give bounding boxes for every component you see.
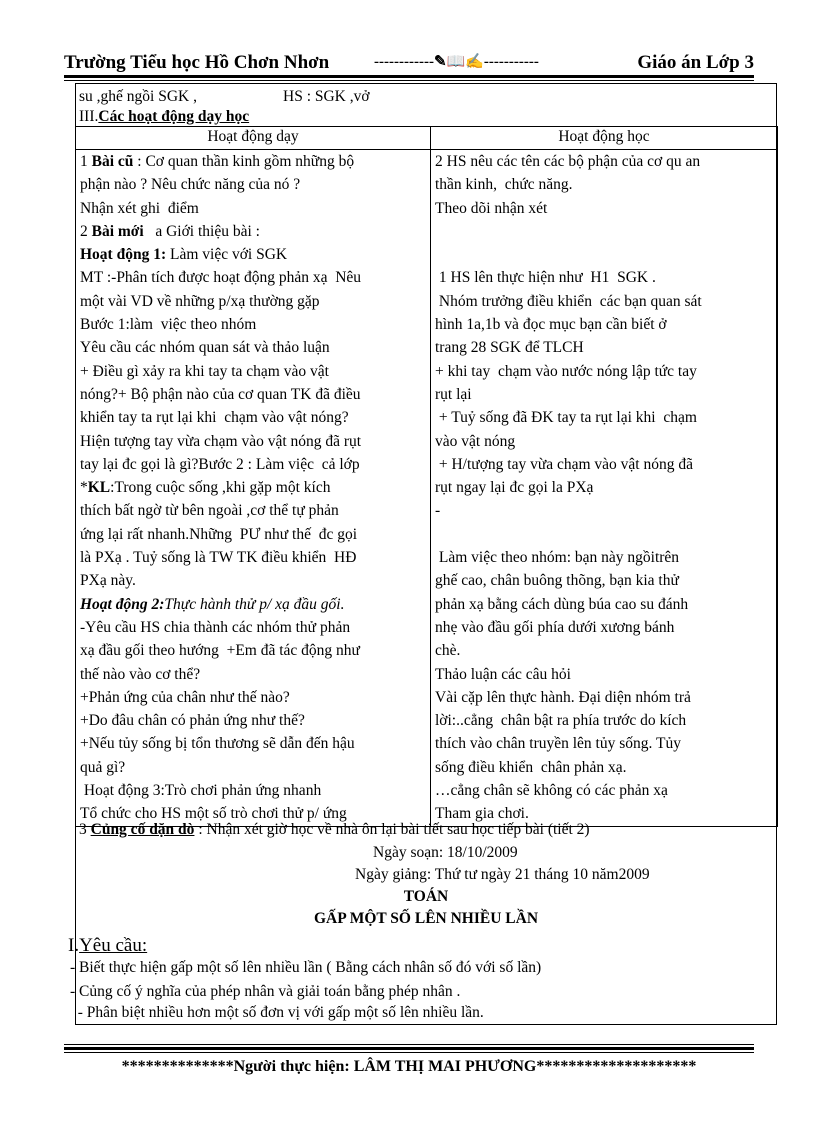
line-text: trang 28 SGK để TLCH xyxy=(435,339,584,357)
line-text: MT :-Phân tích được hoạt động phản xạ Nêu xyxy=(80,269,362,287)
teacher-activity-line xyxy=(80,266,426,289)
consolidation-title: Củng cố dặn dò xyxy=(90,821,195,838)
line-text: thích bất ngờ từ bên ngoài ,cơ thể tự phản xyxy=(80,502,339,520)
teacher-activity-line xyxy=(80,732,426,755)
line-text: một vài VD về những p/xạ thường gặp xyxy=(80,292,320,310)
teacher-activity-line xyxy=(80,406,426,429)
student-activity-line xyxy=(435,150,773,173)
requirement-item: - Biết thực hiện gấp một số lên nhiều lần ( Bằng cách nhân số đó với số lần) xyxy=(70,959,542,976)
line-text: +Nếu tủy sống bị tổn thương sẽ dẫn đến hậu xyxy=(80,735,355,753)
line-text: +Phản ứng của chân như thế nào? xyxy=(80,688,290,706)
line-text: :Trong cuộc sống ,khi gặp một kích xyxy=(110,479,331,497)
line-text: nóng?+ Bộ phận nào của cơ quan TK đã điều xyxy=(80,385,361,403)
date-taught: Ngày giảng: Thứ tư ngày 21 tháng 10 năm2009 xyxy=(355,866,650,883)
student-activity-line xyxy=(435,290,773,313)
teacher-activity-line xyxy=(80,243,426,266)
student-activity-line xyxy=(435,266,773,289)
teacher-activity-line xyxy=(80,150,426,173)
line-text: Thực hành thử p/ xạ đầu gối. xyxy=(164,595,345,613)
plan-title: Giáo án Lớp 3 xyxy=(637,52,754,73)
line-text: Tổ chức cho HS một số trò chơi thử p/ ứng xyxy=(80,805,347,823)
materials-teacher: su ,ghế ngồi SGK , xyxy=(79,88,197,105)
line-text: 1 xyxy=(80,153,92,170)
line-text: +Do đâu chân có phản ứng như thế? xyxy=(80,712,305,730)
student-activity-line xyxy=(435,686,773,709)
student-activity-line xyxy=(435,616,773,639)
line-text: Hoạt động 3:Trò chơi phản ứng nhanh xyxy=(80,782,322,800)
student-activity-line xyxy=(435,430,773,453)
student-activity-line xyxy=(435,546,773,569)
line-text: + Điều gì xảy ra khi tay ta chạm vào vật xyxy=(80,362,329,380)
header-ornament: ------------✎📖✍----------- xyxy=(374,54,539,70)
line-text: phận nào ? Nêu chức năng của nó ? xyxy=(80,176,301,194)
teacher-activity-line xyxy=(80,709,426,732)
line-text: -Yêu cầu HS chia thành các nhóm thử phản xyxy=(80,618,351,636)
line-text: + khi tay chạm vào nước nóng lập tức tay xyxy=(435,362,697,380)
student-activity-line xyxy=(435,197,773,220)
student-activity-line xyxy=(435,243,773,266)
activity-table xyxy=(75,126,778,827)
consolidation-number: 3 xyxy=(79,821,87,838)
teacher-activity-line xyxy=(80,569,426,592)
student-activity-line xyxy=(435,779,773,802)
line-text: Hiện tượng tay vừa chạm vào vật nóng đã rụt xyxy=(80,432,362,450)
line-text: ghế cao, chân buông thõng, bạn kia thử xyxy=(435,572,679,590)
line-text: PXạ này. xyxy=(80,572,136,590)
teacher-activity-line xyxy=(80,313,426,336)
bold-term: Bài cũ xyxy=(91,153,134,170)
teacher-activity-line xyxy=(80,453,426,476)
school-name: Trường Tiểu học Hồ Chơn Nhơn xyxy=(64,52,330,73)
student-activity-line xyxy=(435,360,773,383)
bold-term: Bài mới xyxy=(91,222,144,240)
requirements-heading xyxy=(68,934,147,958)
line-text: tay lại đc gọi là gì?Bước 2 : Làm việc cả lớp xyxy=(80,455,360,473)
line-text: khiển tay ta rụt lại khi chạm vào vật nóng? xyxy=(80,409,349,427)
line-text: Tham gia chơi. xyxy=(435,805,529,823)
table-row xyxy=(76,150,778,827)
line-text: 2 xyxy=(80,222,92,240)
student-activity-line xyxy=(435,663,773,686)
line-text: + H/tượng tay vừa chạm vào vật nóng đã xyxy=(435,455,693,473)
student-activity-line xyxy=(435,173,773,196)
teacher-activity-line xyxy=(80,383,426,406)
student-activity-line xyxy=(435,569,773,592)
teacher-activity-line xyxy=(80,523,426,546)
header-rule-thin xyxy=(64,80,754,81)
student-activity-line xyxy=(435,756,773,779)
line-text: thích vào chân truyền lên tủy sống. Tủy xyxy=(435,735,681,753)
line-text: Vài cặp lên thực hành. Đại diện nhóm trả xyxy=(435,688,691,706)
student-activity-line xyxy=(435,523,773,546)
line-text: ứng lại rất nhanh.Những PƯ như thế đc gọi xyxy=(80,525,358,543)
line-text: Làm việc theo nhóm: bạn này ngồitrên xyxy=(435,549,680,567)
footer-rule-thick xyxy=(64,1047,754,1050)
teacher-activity-line xyxy=(80,360,426,383)
teacher-activity-line xyxy=(80,430,426,453)
student-activity-line xyxy=(435,499,773,522)
teacher-activity-line xyxy=(80,593,426,616)
line-text: lời:..cẳng chân bật ra phía trước do kích xyxy=(435,712,687,730)
teacher-activity-line xyxy=(80,476,426,499)
requirements-title: Yêu cầu: xyxy=(79,935,148,956)
line-text: xạ đầu gối theo hướng +Em đã tác động như xyxy=(80,642,360,660)
consolidation-text: : Nhận xét giờ học về nhà ôn lại bài tiết sau học tiếp bài (tiết 2) xyxy=(194,821,590,838)
line-text: Làm việc với SGK xyxy=(166,246,288,264)
page-header xyxy=(64,52,754,76)
footer-rule-thin xyxy=(64,1044,754,1045)
date-prepared: Ngày soạn: 18/10/2009 xyxy=(373,844,518,861)
line-text: phản xạ bằng cách dùng búa cao su đánh xyxy=(435,595,689,613)
section-number: III. xyxy=(79,108,99,125)
line-text: quả gì? xyxy=(80,758,126,776)
line-text: rụt ngay lại đc gọi la PXạ xyxy=(435,479,594,497)
teacher-activity-line xyxy=(80,197,426,220)
student-activity-line xyxy=(435,383,773,406)
line-text: rụt lại xyxy=(435,385,472,403)
requirement-item: - Củng cố ý nghĩa của phép nhân và giải toán bằng phép nhân . xyxy=(70,983,461,1000)
header-teacher-activity: Hoạt động dạy xyxy=(76,127,431,150)
section-heading xyxy=(79,107,249,127)
teacher-activity-line xyxy=(80,173,426,196)
student-activity-line xyxy=(435,639,773,662)
line-text: a Giới thiệu bài : xyxy=(143,222,260,240)
line-text: 1 HS lên thực hiện như H1 SGK . xyxy=(435,269,656,287)
teacher-activity-line xyxy=(80,220,426,243)
line-text: 2 HS nêu các tên các bộ phận của cơ qu an xyxy=(435,153,701,170)
teacher-activity-line xyxy=(80,639,426,662)
student-activity-line xyxy=(435,220,773,243)
header-student-activity: Hoạt động học xyxy=(431,127,778,150)
student-activity-line xyxy=(435,593,773,616)
table-header-row xyxy=(76,127,778,150)
student-activity-line xyxy=(435,453,773,476)
teacher-activity-column xyxy=(76,150,431,827)
line-text: Nhóm trưởng điều khiển các bạn quan sát xyxy=(435,292,702,310)
line-text: Bước 1:làm việc theo nhóm xyxy=(80,316,257,334)
line-text: + Tuỷ sống đã ĐK tay ta rụt lại khi chạm xyxy=(435,409,697,427)
teacher-activity-line xyxy=(80,499,426,522)
line-text: - xyxy=(435,502,441,520)
bold-term: KL xyxy=(87,479,111,497)
footer-rule-thin-2 xyxy=(64,1052,754,1053)
line-text: nhẹ vào đầu gối phía dưới xương bánh xyxy=(435,618,675,636)
materials-student: HS : SGK ,vở xyxy=(283,88,370,105)
teacher-activity-line xyxy=(80,756,426,779)
line-text: …cẳng chân sẽ không có các phản xạ xyxy=(435,782,668,800)
teacher-activity-line xyxy=(80,616,426,639)
teacher-activity-line xyxy=(80,336,426,359)
line-text: : Cơ quan thần kinh gồm những bộ xyxy=(133,153,355,170)
teacher-activity-line xyxy=(80,686,426,709)
bold-term: Hoạt động 2: xyxy=(80,595,165,613)
line-text: vào vật nóng xyxy=(435,432,516,450)
teacher-activity-line xyxy=(80,546,426,569)
requirements-number: I. xyxy=(68,935,80,956)
line-text: * xyxy=(80,479,88,497)
student-activity-line xyxy=(435,709,773,732)
footer-author: **************Người thực hiện: LÂM THỊ MAI PHƯƠNG******************** xyxy=(121,1058,697,1075)
line-text: hình 1a,1b và đọc mục bạn cần biết ở xyxy=(435,316,667,334)
teacher-activity-line xyxy=(80,779,426,802)
consolidation-line xyxy=(79,820,590,840)
lesson-title: GẤP MỘT SỐ LÊN NHIỀU LẦN xyxy=(313,910,539,927)
line-text: thần kinh, chức năng. xyxy=(435,176,573,194)
student-activity-line xyxy=(435,476,773,499)
teacher-activity-line xyxy=(80,663,426,686)
line-text: Theo dõi nhận xét xyxy=(435,199,548,217)
bold-term: Hoạt động 1: xyxy=(80,246,167,264)
line-text: Yêu cầu các nhóm quan sát và thảo luận xyxy=(80,339,330,357)
line-text: thế nào vào cơ thể? xyxy=(80,665,201,683)
teacher-activity-line xyxy=(80,290,426,313)
line-text: Thảo luận các câu hỏi xyxy=(435,665,571,683)
student-activity-column xyxy=(431,150,778,827)
student-activity-line xyxy=(435,313,773,336)
header-rule-thick xyxy=(64,75,754,78)
requirement-item: - Phân biệt nhiều hơn một số đơn vị với gấp một số lên nhiều lần. xyxy=(70,1004,484,1021)
student-activity-line xyxy=(435,732,773,755)
line-text: sống điều khiển chân phản xạ. xyxy=(435,758,627,776)
line-text: chè. xyxy=(435,642,461,660)
lesson-subject: TOÁN xyxy=(403,888,449,905)
student-activity-line xyxy=(435,406,773,429)
section-title: Các hoạt động dạy học xyxy=(98,108,250,125)
student-activity-line xyxy=(435,336,773,359)
line-text: là PXạ . Tuỷ sống là TW TK điều khiển HĐ xyxy=(80,549,357,567)
line-text: Nhận xét ghi điểm xyxy=(80,199,199,217)
